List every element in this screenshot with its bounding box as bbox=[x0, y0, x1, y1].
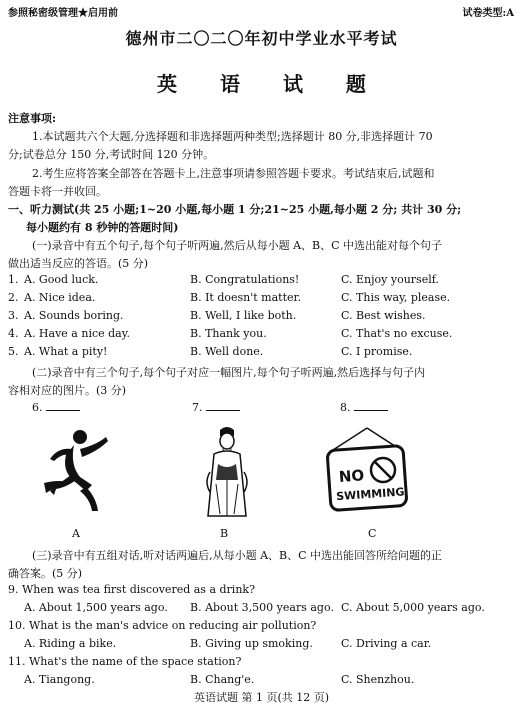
note-2-line-2: 答题卡将一并收回。 bbox=[8, 185, 107, 198]
exam-title: 德州市二〇二〇年初中学业水平考试 bbox=[125, 29, 398, 48]
part-1-instruction-2: 做出适当反应的答语。(5 分) bbox=[8, 257, 149, 270]
notes-heading: 注意事项: bbox=[8, 112, 57, 125]
paper-type-label: 试卷类型:A bbox=[462, 8, 514, 19]
subject-title: 英 语 试 题 bbox=[157, 72, 384, 96]
question-9: 9. When was tea first discovered as a drink? bbox=[8, 583, 255, 596]
part-2-instruction: (二)录音中有三个句子,每个句子对应一幅图片,每个句子听两遍,然后选择与句子内 bbox=[32, 366, 426, 379]
section-1-heading: 一、听力测试(共 25 小题;1~20 小题,每小题 1 分;21~25 小题,每小题 2 分; 共计 30 分; bbox=[8, 203, 462, 216]
answer-blank-7: 7. bbox=[192, 401, 240, 414]
confidentiality-label: 参照秘密级管理★启用前 bbox=[8, 8, 118, 19]
no-swimming-sign bbox=[325, 426, 409, 512]
picture-label-b: B bbox=[220, 527, 229, 540]
sign-text-no: NO bbox=[338, 466, 365, 486]
note-1-line-2: 分;试卷总分 150 分,考试时间 120 分钟。 bbox=[8, 148, 215, 161]
page-footer: 英语试题 第 1 页(共 12 页) bbox=[193, 691, 330, 704]
section-1-heading-2: 每小题约有 8 秒钟的答题时间) bbox=[26, 221, 179, 234]
answer-blank-8: 8. bbox=[340, 401, 388, 414]
runner-picture bbox=[40, 425, 120, 515]
question-10: 10. What is the man's advice on reducing air pollution? bbox=[8, 619, 317, 632]
part-3-instruction-2: 确答案。(5 分) bbox=[8, 567, 83, 580]
part-3-instruction: (三)录音中有五组对话,听对话两遍后,从每小题 A、B、C 中选出能回答所给问题的正 bbox=[32, 549, 443, 562]
answer-blank-6: 6. bbox=[32, 401, 80, 414]
picture-label-a: A bbox=[72, 527, 80, 540]
sign-text-swimming: SWIMMING bbox=[335, 485, 405, 504]
note-2-line-1: 2.考生应将答案全部答在答题卡上,注意事项请参照答题卡要求。考试结束后,试题和 bbox=[32, 167, 435, 180]
question-11: 11. What's the name of the space station? bbox=[8, 655, 242, 668]
confucius-picture bbox=[200, 424, 254, 520]
part-2-instruction-2: 容相对应的图片。(3 分) bbox=[8, 384, 127, 397]
picture-label-c: C bbox=[368, 527, 377, 540]
part-1-instruction: (一)录音中有五个句子,每个句子听两遍,然后从每小题 A、B、C 中选出能对每个句子 bbox=[32, 239, 443, 252]
note-1-line-1: 1.本试题共六个大题,分选择题和非选择题两种类型;选择题计 80 分,非选择题计 70 bbox=[32, 130, 433, 143]
